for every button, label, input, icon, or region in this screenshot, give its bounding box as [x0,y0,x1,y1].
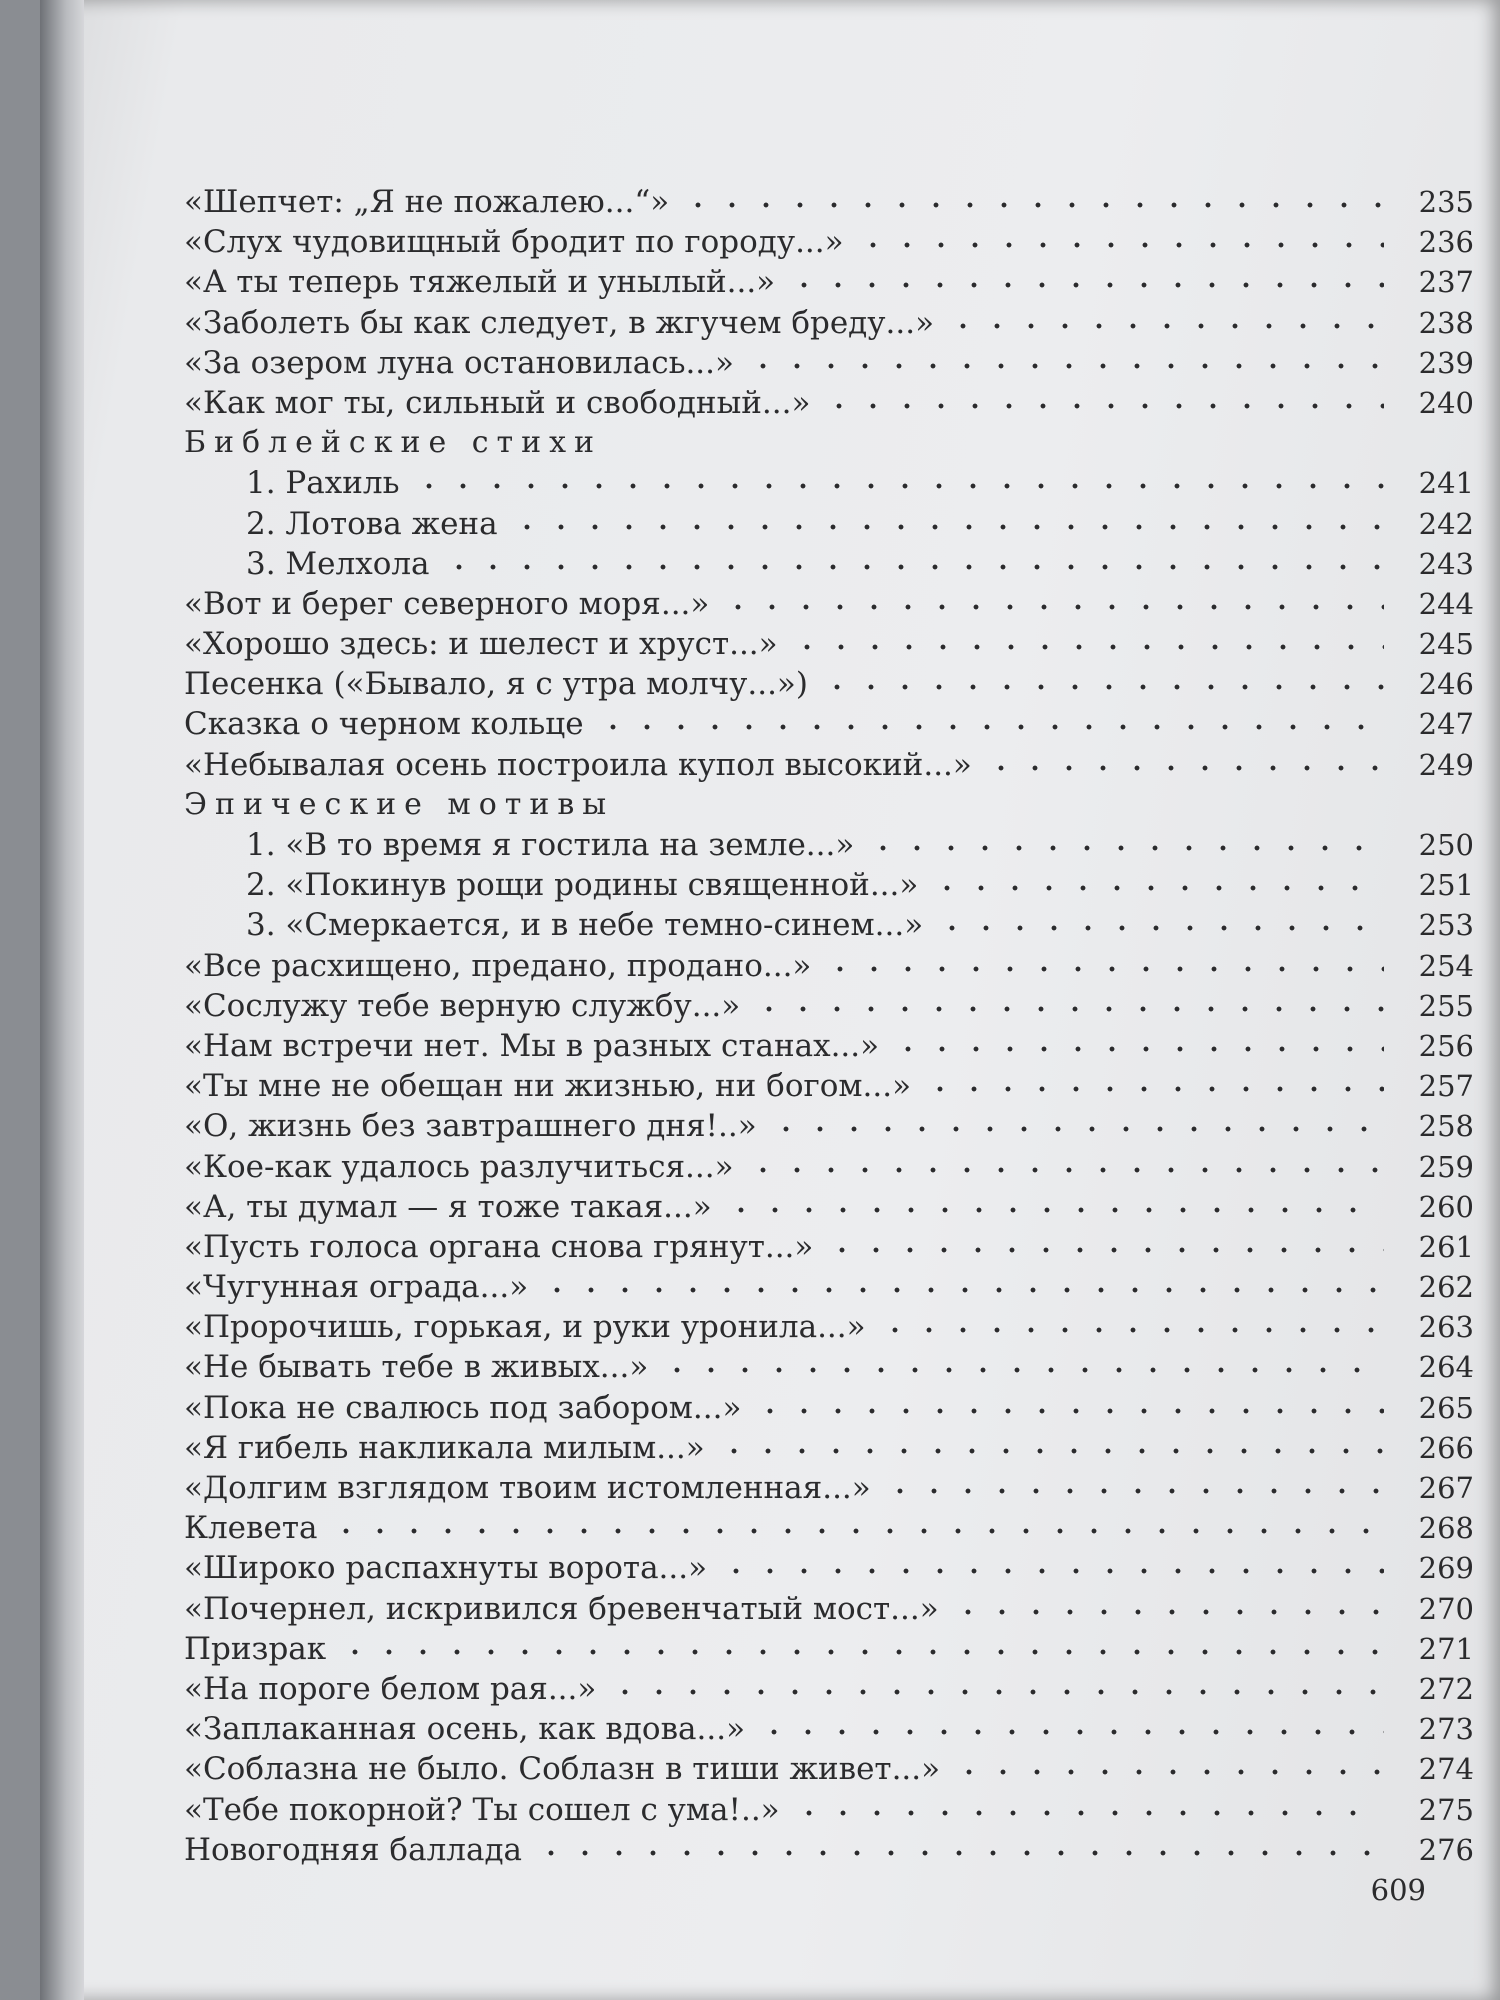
dot-leader [923,1086,1384,1092]
toc-page-number: 235 [1418,185,1474,219]
toc-entry-title: «А ты теперь тяжелый и унылый...» [184,264,776,301]
toc-entry-title: Эпические мотивы [184,786,615,822]
dot-leader [822,403,1384,409]
toc-page-number: 245 [1418,627,1474,662]
toc-entry-title: Призрак [184,1630,327,1667]
dot-leader [608,1689,1384,1695]
dot-leader [787,282,1384,288]
toc-page-number: 243 [1418,546,1474,581]
toc-section-heading [184,423,1484,463]
toc-entry [184,1106,1484,1146]
folio-page-number: 609 [1370,1872,1426,1907]
toc-page-number: 261 [1418,1229,1474,1264]
toc-page-number: 236 [1418,225,1474,260]
toc-page-number: 249 [1418,747,1474,782]
toc-page-number: 263 [1418,1310,1474,1345]
dot-leader [660,1367,1384,1373]
toc-entry-title: Сказка о черном кольце [184,706,584,743]
toc-entry-title: «Ты мне не обещан ни жизнью, ни богом...» [184,1068,912,1105]
toc-section-heading [184,785,1484,825]
toc-page-number: 267 [1418,1471,1474,1505]
dot-leader [540,1287,1384,1293]
toc-page-number: 250 [1418,828,1474,862]
toc-entry [184,1388,1484,1428]
toc-page-number: 257 [1418,1069,1474,1104]
toc-entry-title: 2. Лотова жена [246,505,498,542]
toc-page-number: 254 [1418,948,1474,983]
dot-leader [856,242,1384,248]
toc-page-number: 258 [1418,1109,1474,1144]
toc-entry-title: «Долгим взглядом твоим истомленная...» [184,1470,871,1506]
toc-entry-title: «Шепчет: „Я не пожалею...“» [184,184,670,220]
toc-entry-title: 1. «В то время я гостила на земле...» [246,827,855,863]
toc-page-number: 247 [1418,707,1474,742]
dot-leader [746,1167,1384,1173]
dot-leader [878,1327,1384,1333]
toc-entry-title: «Заболеть бы как следует, в жгучем бреду...» [184,304,935,341]
toc-page-number: 259 [1418,1149,1474,1184]
toc-page-number: 270 [1418,1591,1474,1626]
toc-entry [184,1830,1484,1907]
toc-entry [184,1267,1484,1307]
toc-entry [184,222,1484,262]
toc-entry-title: «Чугунная ограда...» [184,1269,529,1306]
toc-entry [184,745,1484,785]
toc-entry [184,825,1484,865]
toc-entry [184,1709,1484,1749]
toc-page-number: 271 [1418,1631,1474,1666]
toc-entry [184,343,1484,383]
dot-leader [329,1528,1384,1534]
toc-entry [184,262,1484,302]
toc-entry-title: «Кое-как удалось разлучиться...» [184,1148,734,1185]
toc-page-number: 251 [1418,868,1474,903]
toc-entry [184,704,1484,744]
toc-page-number: 265 [1418,1390,1474,1425]
toc-entry-title: «Хорошо здесь: и шелест и хруст...» [184,626,778,663]
toc-entry-title: «Не бывать тебе в живых...» [184,1349,649,1386]
toc-page-number: 260 [1418,1189,1474,1224]
dot-leader [753,1408,1384,1414]
toc-page-number: 246 [1418,667,1474,702]
toc-entry [184,584,1484,624]
toc-page-number: 266 [1418,1430,1474,1465]
toc-page-number: 237 [1418,265,1474,300]
toc-entry [184,1428,1484,1468]
dot-leader [820,684,1384,690]
table-of-contents [184,182,1484,1907]
toc-entry-title: «А, ты думал — я тоже такая...» [184,1188,712,1225]
dot-leader [442,564,1384,570]
toc-entry [184,1629,1484,1669]
toc-page-number: 242 [1418,506,1474,541]
toc-entry [184,1227,1484,1267]
dot-leader [681,202,1384,208]
toc-entry [184,1347,1484,1387]
toc-page-number: 275 [1418,1792,1474,1827]
toc-entry-title: 3. Мелхола [246,545,430,582]
toc-entry [184,1508,1484,1548]
dot-leader [412,483,1384,489]
toc-entry [184,182,1484,222]
toc-entry [184,1589,1484,1629]
toc-entry [184,463,1484,503]
dot-leader [721,604,1384,610]
toc-entry [184,946,1484,986]
toc-entry-title: «Пророчишь, горькая, и руки уронила...» [184,1309,866,1346]
toc-entry-title: «Я гибель накликала милым...» [184,1429,705,1466]
toc-entry [184,504,1484,544]
dot-leader [946,323,1384,329]
toc-entry-title: «За озером луна остановилась...» [184,344,734,381]
dot-leader [891,1046,1384,1052]
toc-page-number: 268 [1418,1511,1474,1546]
toc-entry-title: «Слух чудовищный бродит по городу...» [184,224,844,261]
toc-entry [184,1147,1484,1187]
dot-leader [866,845,1384,851]
toc-entry-title: Библейские стихи [184,425,603,461]
toc-entry-title: «Сослужу тебе верную службу...» [184,987,741,1024]
dot-leader [952,1769,1384,1775]
toc-entry [184,303,1484,343]
toc-entry [184,986,1484,1026]
toc-entry [184,664,1484,704]
toc-page-number: 240 [1418,385,1474,420]
toc-entry-title: 3. «Смеркается, и в небе темно-синем...» [246,907,924,944]
dot-leader [935,925,1384,931]
dot-leader [596,724,1384,730]
toc-entry-title: «Тебе покорной? Ты сошел с ума!..» [184,1791,780,1828]
dot-leader [717,1448,1384,1454]
toc-entry-title: «Широко распахнуты ворота...» [184,1550,708,1587]
toc-entry-title: «Почернел, искривился бревенчатый мост...» [184,1590,939,1627]
toc-page-number: 253 [1418,908,1474,943]
toc-page-number: 264 [1418,1350,1474,1385]
dot-leader [792,1810,1384,1816]
book-page [40,0,1500,2000]
toc-page-number: 239 [1418,345,1474,380]
dot-leader [930,885,1384,891]
toc-page-number: 256 [1418,1028,1474,1063]
toc-entry-title: «На пороге белом рая...» [184,1670,597,1707]
dot-leader [823,966,1384,972]
toc-entry-title: «О, жизнь без завтрашнего дня!..» [184,1108,757,1145]
toc-entry [184,1026,1484,1066]
toc-entry [184,1066,1484,1106]
dot-leader [510,524,1384,530]
dot-leader [984,765,1384,771]
dot-leader [752,1006,1384,1012]
dot-leader [534,1850,1384,1856]
toc-entry-title: Песенка («Бывало, я с утра молчу...») [184,666,808,703]
toc-entry [184,1468,1484,1508]
toc-page-number: 269 [1418,1551,1474,1586]
dot-leader [719,1568,1384,1574]
toc-entry [184,1669,1484,1709]
toc-entry [184,905,1484,945]
toc-entry-title: 2. «Покинув рощи родины священной...» [246,867,919,904]
toc-entry [184,624,1484,664]
toc-page-number: 273 [1418,1712,1474,1747]
toc-entry-title: «Небывалая осень построила купол высокий...» [184,746,972,783]
toc-page-number: 262 [1418,1270,1474,1305]
toc-page-number: 244 [1418,586,1474,621]
toc-entry [184,383,1484,423]
toc-page-number: 272 [1418,1671,1474,1706]
toc-page-number: 276 [1418,1832,1474,1867]
toc-entry-title: «Заплаканная осень, как вдова...» [184,1711,746,1748]
toc-entry [184,1187,1484,1227]
page-edge [40,0,84,2000]
dot-leader [746,363,1384,369]
toc-entry [184,1548,1484,1588]
toc-entry-title: Клевета [184,1510,318,1547]
toc-page-number: 274 [1418,1752,1474,1787]
dot-leader [790,644,1384,650]
toc-entry-title: «Нам встречи нет. Мы в разных станах...» [184,1027,880,1064]
dot-leader [338,1649,1384,1655]
toc-entry [184,865,1484,905]
toc-entry-title: «Как мог ты, сильный и свободный...» [184,384,811,421]
dot-leader [724,1207,1384,1213]
toc-entry [184,1749,1484,1789]
toc-page-number: 241 [1418,466,1474,501]
toc-page-number: 255 [1418,988,1474,1023]
toc-entry-title: «Все расхищено, предано, продано...» [184,947,812,984]
toc-entry-title: «Пусть голоса органа снова грянут...» [184,1228,814,1265]
toc-entry [184,544,1484,584]
dot-leader [757,1729,1384,1735]
toc-entry-title: «Вот и берег северного моря...» [184,585,710,622]
toc-entry-title: 1. Рахиль [246,465,400,502]
toc-entry [184,1307,1484,1347]
dot-leader [883,1488,1384,1494]
toc-entry-title: Новогодняя баллада [184,1831,523,1868]
toc-entry [184,1790,1484,1830]
dot-leader [769,1126,1384,1132]
toc-entry-title: «Соблазна не было. Соблазн в тиши живет...» [184,1751,941,1788]
toc-entry-title: «Пока не свалюсь под забором...» [184,1389,742,1426]
toc-page-number: 238 [1418,305,1474,340]
dot-leader [951,1609,1384,1615]
dot-leader [825,1247,1384,1253]
